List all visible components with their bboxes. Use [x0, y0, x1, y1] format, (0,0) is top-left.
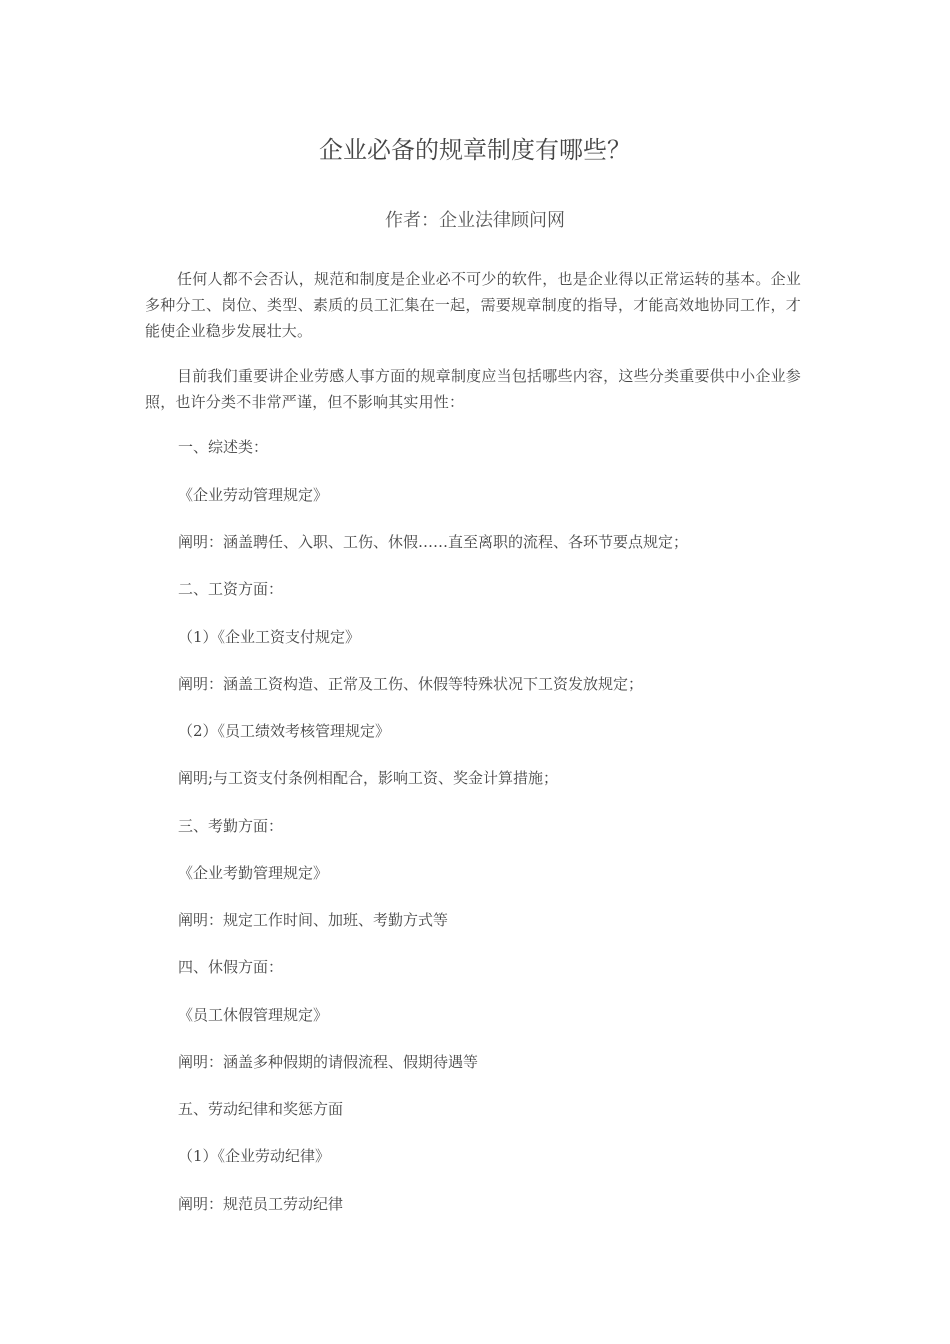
- regulation-note: 阐明：涵盖多种假期的请假流程、假期待遇等: [178, 1053, 479, 1071]
- section-heading-discipline: 五、劳动纪律和奖惩方面: [178, 1100, 344, 1118]
- section-heading-wages: 二、工资方面：: [178, 580, 284, 598]
- section-heading-general: 一、综述类：: [178, 438, 269, 456]
- regulation-note: 阐明：规范员工劳动纪律: [178, 1195, 344, 1213]
- regulation-note: 阐明：规定工作时间、加班、考勤方式等: [178, 911, 449, 929]
- regulation-note: 阐明;与工资支付条例相配合，影响工资、奖金计算措施；: [178, 769, 559, 787]
- document-title: 企业必备的规章制度有哪些？: [319, 136, 631, 164]
- regulation-title: （1）《企业劳动纪律》: [178, 1147, 331, 1165]
- paragraph-scope: 目前我们重要讲企业劳感人事方面的规章制度应当包括哪些内容，这些分类重要供中小企业参照，也许分类不非常严谨，但不影响其实用性：: [145, 367, 801, 411]
- regulation-note: 阐明：涵盖工资构造、正常及工伤、休假等特殊状况下工资发放规定；: [178, 675, 644, 693]
- regulation-note: 阐明：涵盖聘任、入职、工伤、休假……直至离职的流程、各环节要点规定；: [178, 533, 689, 551]
- regulation-title: 《企业考勤管理规定》: [178, 864, 329, 882]
- document-author: 作者：企业法律顾问网: [385, 210, 565, 231]
- regulation-title: （2）《员工绩效考核管理规定》: [178, 722, 391, 740]
- section-heading-leave: 四、休假方面：: [178, 958, 284, 976]
- regulation-title: 《员工休假管理规定》: [178, 1006, 329, 1024]
- regulation-title: 《企业劳动管理规定》: [178, 486, 329, 504]
- section-heading-attendance: 三、考勤方面：: [178, 817, 284, 835]
- paragraph-intro: 任何人都不会否认，规范和制度是企业必不可少的软件，也是企业得以正常运转的基本。企业多种分工、岗位、类型、素质的员工汇集在一起，需要规章制度的指导，才能高效地协同工作，才能使企业稳步发展壮大。: [145, 270, 801, 340]
- regulation-title: （1）《企业工资支付规定》: [178, 628, 361, 646]
